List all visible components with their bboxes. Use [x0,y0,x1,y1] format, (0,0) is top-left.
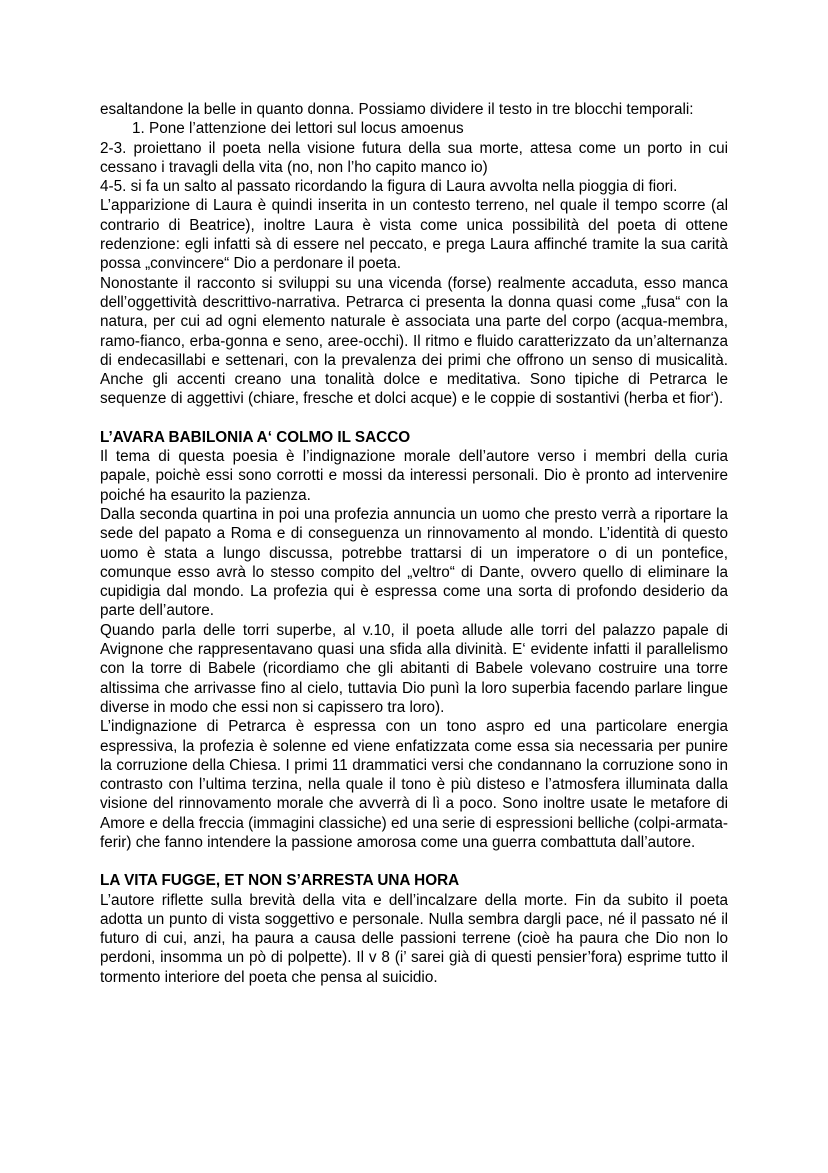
section2-paragraph-4: L’indignazione di Petrarca è espressa con un tono aspro ed una particolare energia espressiva, la profezia è solenne ed viene enfatizzata come essa sia necessaria per punire la corruzione della Chiesa. I primi 11 drammatici versi che condannano la corruzione sono in contrasto con l’ultima terzina, nella quale il tono è più disteso e l’atmosfera illuminata dalla visione del rinnovamento morale che avverrà di lì a poco. Sono inoltre usate le metafore di Amore e della freccia (immagini classiche) ed una serie di espressioni belliche (colpi-armata-ferir) che fanno intendere la passione amorosa come una guerra combattuta dall’autore. [100,718,728,851]
section2-paragraph-1: Il tema di questa poesia è l’indignazione morale dell’autore verso i membri della curia papale, poichè essi sono corrotti e mossi da interessi personali. Dio è pronto ad intervenire poiché ha esaurito la pazienza. [100,448,728,504]
section-spacer [100,409,728,428]
intro-paragraph-3: 4-5. si fa un salto al passato ricordando la figura di Laura avvolta nella pioggia di fiori. [100,178,678,196]
section3-paragraph-1: L’autore riflette sulla brevità della vita e dell’incalzare della morte. Fin da subito il poeta adotta un punto di vista soggettivo e personale. Nulla sembra dargli pace, né il passato né il futuro di cui, anzi, ha paura a causa delle passioni terrene (cioè ha paura che Dio non lo perdoni, insomma un pò di polpette). Il v 8 (i’ sarei già di questi pensier’fora) esprime tutto il tormento interiore del poeta che pensa al suicidio. [100,891,728,986]
section-title-avara-babilonia: L’AVARA BABILONIA A‘ COLMO IL SACCO [100,428,411,446]
list-item-1: 1. Pone l’attenzione dei lettori sul locus amoenus [132,120,464,138]
document-body [100,100,728,987]
intro-paragraph-4: L’apparizione di Laura è quindi inserita in un contesto terreno, nel quale il tempo scorre (al contrario di Beatrice), inoltre Laura è vista come unica possibilità del poeta di ottene redenzione: egli infatti sà di essere nel peccato, e prega Laura affinché tramite la sua carità possa „convincere“ Dio a perdonare il poeta. [100,197,728,273]
section-title-la-vita-fugge: LA VITA FUGGE, ET NON S’ARRESTA UNA HORA [100,872,460,890]
intro-paragraph-5: Nonostante il racconto si sviluppi su una vicenda (forse) realmente accaduta, esso manca dell’oggettività descrittivo-narrativa. Petrarca ci presenta la donna quasi come „fusa“ con la natura, per cui ad ogni elemento naturale è associata una parte del corpo (acqua-membra, ramo-fianco, erba-gonna e seno, aree-occhi). Il ritmo e fluido caratterizzato da un’alternanza di endecasillabi e settenari, con la prevalenza dei primi che offrono un senso di musicalità. Anche gli accenti creano una tonalità dolce e meditativa. Sono tipiche di Petrarca le sequenze di aggettivi (chiare, fresche et dolci acque) e le coppie di sostantivi (herba et fior‘). [100,274,728,408]
intro-paragraph-1: esaltandone la belle in quanto donna. Possiamo dividere il testo in tre blocchi temporali: [100,101,694,118]
section2-paragraph-2: Dalla seconda quartina in poi una profezia annuncia un uomo che presto verrà a riportare la sede del papato a Roma e di conseguenza un rinnovamento al mondo. L’identità di questo uomo è stata a lungo discussa, potrebbe trattarsi di un imperatore o di un pontefice, comunque esso avrà lo stesso compito del „veltro“ di Dante, ovvero quello di eliminare la cupidigia dal mondo. La profezia qui è espressa come una sorta di profondo desiderio da parte dell’autore. [100,505,728,620]
section-spacer [100,852,728,871]
section2-paragraph-3: Quando parla delle torri superbe, al v.10, il poeta allude alle torri del palazzo papale di Avignone che rappresentavano quasi una sfida alla divinità. E‘ evidente infatti il parallelismo con la torre di Babele (ricordiamo che gli abitanti di Babele volevano costruire una torre altissima che arrivasse fino al cielo, tuttavia Dio punì la loro superbia facendo parlare lingue diverse in modo che essi non si capissero tra loro). [100,621,728,716]
intro-paragraph-2: 2-3. proiettano il poeta nella visione futura della sua morte, attesa come un porto in cui cessano i travagli della vita (no, non l’ho capito manco io) [100,139,728,176]
